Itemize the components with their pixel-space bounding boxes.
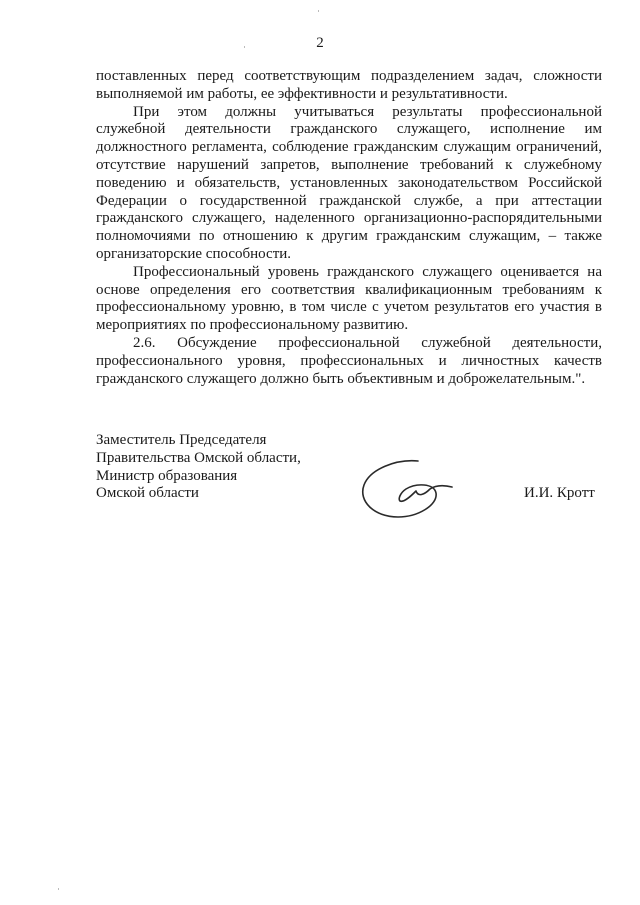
handwritten-signature xyxy=(356,455,456,527)
signer-title-line-3: Министр образования xyxy=(96,467,238,484)
scan-speck xyxy=(318,10,319,12)
document-body xyxy=(96,68,602,388)
paragraph-3: Профессиональный уровень гражданского служащего оценивается на основе определения его соответствия квалификационным требованиям к профессиональному уровню, в том числе с учетом результатов его участия в мероприятиях по профессиональному развитию. xyxy=(96,263,602,334)
signer-title-line-2: Правительства Омской области, xyxy=(96,449,301,466)
page-number: 2 xyxy=(316,35,324,51)
paragraph-1: поставленных перед соответствующим подразделением задач, сложности выполняемой им работы, ее эффективности и результативности. xyxy=(96,68,602,102)
signer-name: И.И. Кротт xyxy=(524,485,595,501)
signer-title-block xyxy=(96,432,301,503)
signer-title-line-4: Омской области xyxy=(96,485,199,502)
signer-title-line-1: Заместитель Председателя xyxy=(96,432,267,448)
paragraph-2: При этом должны учитываться результаты профессиональной служебной деятельности гражданского служащего, исполнение им должностного регламента, соблюдение гражданским служащим ограничений, отсутствие нарушений запретов, выполнение требований к служебному поведению и обязательств, установленных законодательством Российской Федерации о государственной гражданской службе, а при аттестации гражданского служащего, наделенного организационно-распорядительными полномочиями по отношению к другим гражданским служащим, – также организаторские способности. xyxy=(96,103,602,262)
scan-speck xyxy=(244,46,245,48)
scan-speck xyxy=(58,888,59,890)
paragraph-4: 2.6. Обсуждение профессиональной служебной деятельности, профессионального уровня, профессиональных и личностных качеств гражданского служащего должно быть объективным и доброжелательным.". xyxy=(96,334,602,387)
